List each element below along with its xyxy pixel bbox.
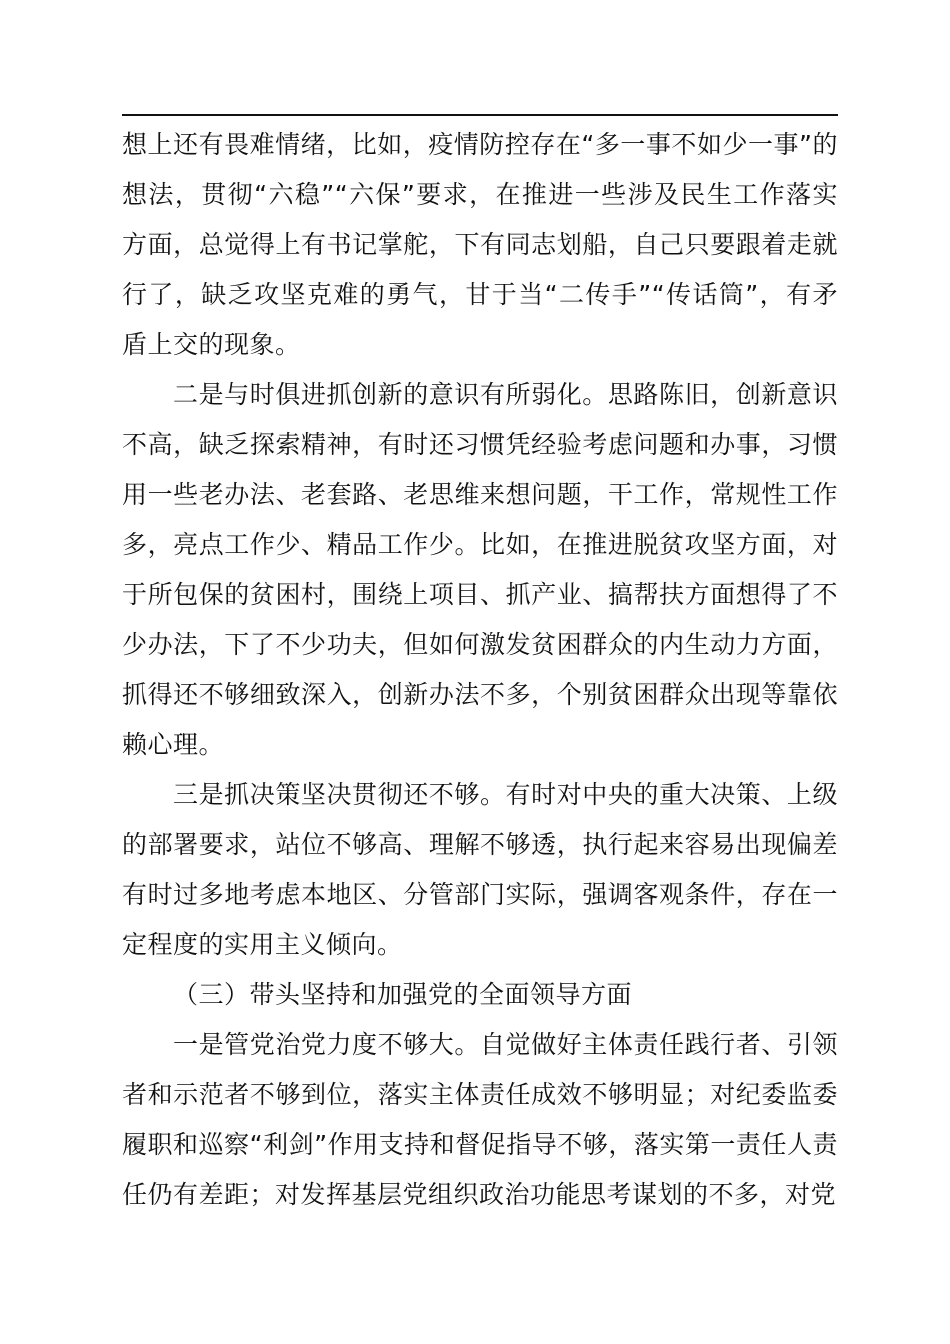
section-heading: （三）带头坚持和加强党的全面领导方面: [173, 980, 633, 1009]
paragraph-decisions: 三是抓决策坚决贯彻还不够。有时对中央的重大决策、上级的部署要求，站位不够高、理解不够透，执行起来容易出现偏差有时过多地考虑本地区、分管部门实际，强调客观条件，存在一定程度的实用主义倾向。: [122, 780, 838, 959]
paragraph-party-governance: 一是管党治党力度不够大。自觉做好主体责任践行者、引领者和示范者不够到位，落实主体责任成效不够明显；对纪委监委履职和巡察“利剑”作用支持和督促指导不够，落实第一责任人责任仍有差距；对发挥基层党组织政治功能思考谋划的不多，对党: [122, 1030, 838, 1209]
paragraph-innovation: 二是与时俱进抓创新的意识有所弱化。思路陈旧，创新意识不高，缺乏探索精神，有时还习惯凭经验考虑问题和办事，习惯用一些老办法、老套路、老思维来想问题，干工作，常规性工作多，亮点工作少、精品工作少。比如，在推进脱贫攻坚方面，对于所包保的贫困村，围绕上项目、抓产业、搞帮扶方面想得了不少办法，下了不少功夫，但如何激发贫困群众的内生动力方面，抓得还不够细致深入，创新办法不多，个别贫困群众出现等靠依赖心理。: [122, 380, 838, 759]
header-rule: [122, 114, 838, 116]
document-body: [122, 120, 838, 1220]
paragraph-continued: 想上还有畏难情绪，比如，疫情防控存在“多一事不如少一事”的想法，贯彻“六稳”“六保”要求，在推进一些涉及民生工作落实方面，总觉得上有书记掌舵，下有同志划船，自己只要跟着走就行了，缺乏攻坚克难的勇气，甘于当“二传手”“传话筒”，有矛盾上交的现象。: [122, 130, 838, 359]
